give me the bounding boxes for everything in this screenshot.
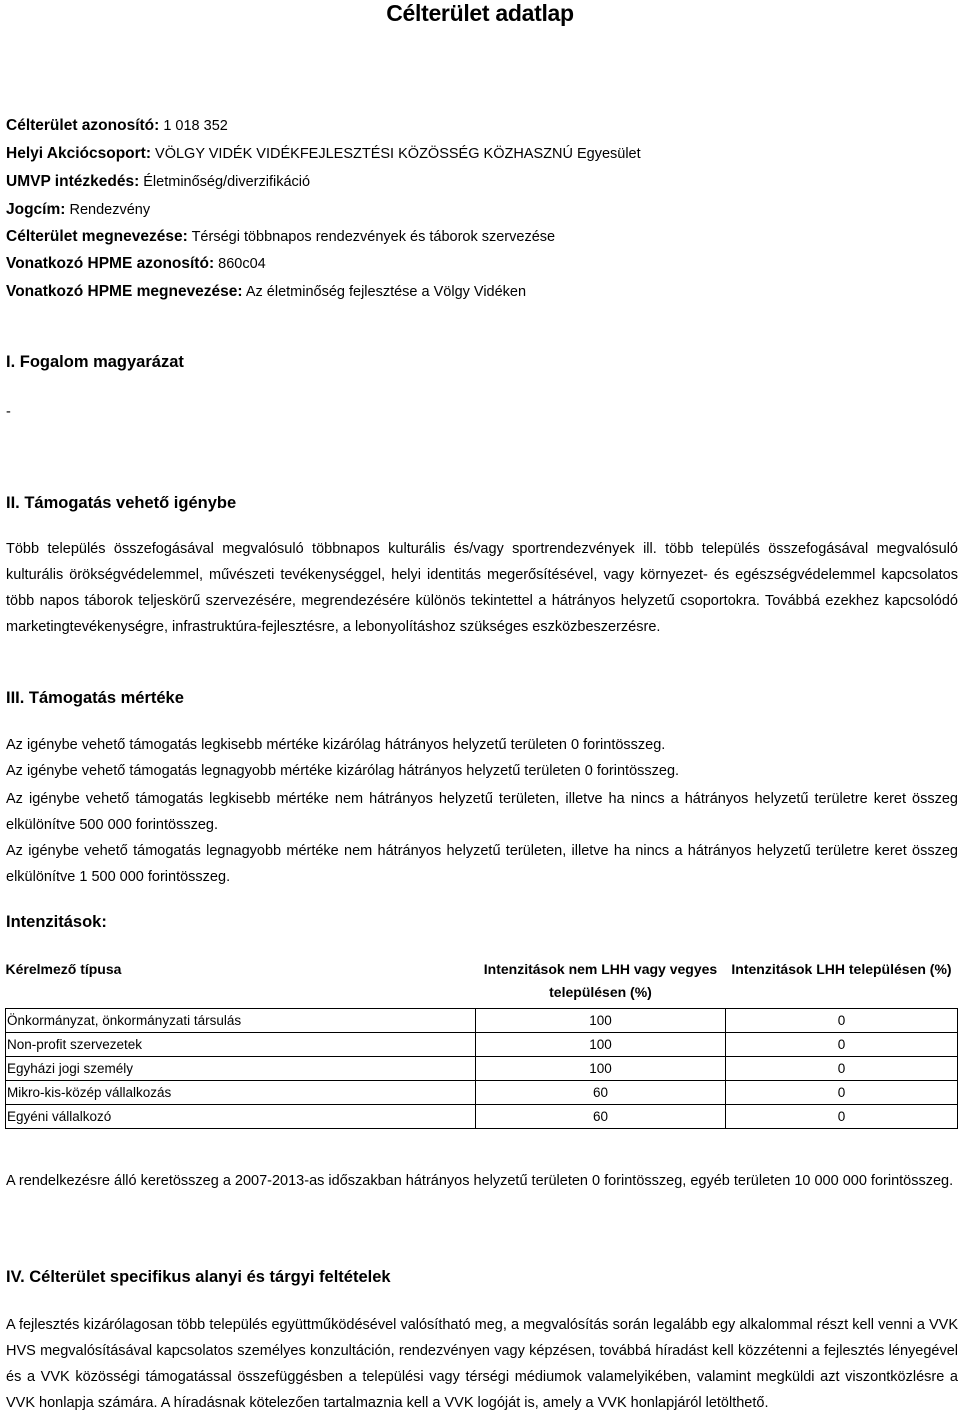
meta-azonosito [6, 117, 228, 135]
page-title: Célterület adatlap [386, 0, 574, 26]
meta-jogcim [6, 201, 150, 219]
umvp-value: Életminőség/diverzifikáció [143, 174, 311, 190]
table-row [6, 1105, 958, 1129]
meta-hpme-azonosito [6, 255, 266, 273]
lhh-value: 0 [726, 1081, 958, 1105]
non-lhh-value: 60 [476, 1105, 726, 1129]
table-row [6, 1009, 958, 1033]
akcio-label: Helyi Akciócsoport: [6, 145, 151, 162]
intensities-table [5, 958, 958, 1129]
lhh-value: 0 [726, 1105, 958, 1129]
col-applicant-type: Kérelmező típusa [6, 958, 476, 1009]
intensities-header-row [6, 958, 958, 1009]
support-max-non-lhh: Az igénybe vehető támogatás legnagyobb mértéke nem hátrányos helyzetű területen, illetve ha nincs a hátrányos helyzetű területre keret összeg elkülönítve 1 500 000 forintösszeg. [6, 843, 958, 885]
megnev-value: Térségi többnapos rendezvények és táborok szervezése [191, 229, 556, 245]
jogcim-value: Rendezvény [69, 202, 151, 218]
section-2-heading: II. Támogatás vehető igénybe [6, 494, 237, 512]
non-lhh-value: 100 [476, 1009, 726, 1033]
meta-megnevezes [6, 228, 555, 246]
azonosito-label: Célterület azonosító: [6, 117, 160, 134]
applicant-type: Egyéni vállalkozó [6, 1105, 476, 1129]
section-1-body: - [6, 404, 11, 420]
hpme-megnev-label: Vonatkozó HPME megnevezése: [6, 283, 243, 300]
umvp-label: UMVP intézkedés: [6, 173, 140, 190]
meta-hpme-megnevezes [6, 283, 526, 301]
support-max-lhh: Az igénybe vehető támogatás legnagyobb mértéke kizárólag hátrányos helyzetű területen 0 forintösszeg. [6, 763, 680, 779]
applicant-type: Non-profit szervezetek [6, 1033, 476, 1057]
section-3-heading: III. Támogatás mértéke [6, 689, 184, 707]
azonosito-value: 1 018 352 [163, 118, 228, 134]
col-lhh: Intenzitások LHH településen (%) [726, 958, 958, 1009]
table-row [6, 1081, 958, 1105]
lhh-value: 0 [726, 1009, 958, 1033]
applicant-type: Egyházi jogi személy [6, 1057, 476, 1081]
hpme-megnev-value: Az életminőség fejlesztése a Völgy Vidéken [245, 284, 527, 300]
section-4-heading: IV. Célterület specifikus alanyi és tárgyi feltételek [6, 1268, 391, 1286]
section-4-body: A fejlesztés kizárólagosan több település együttműködésével valósítható meg, a megvalósítás során legalább egy alkalommal részt kell venni a VVK HVS megvalósításával kapcsolatos személyes konzultáción, rendezvényen vagy képzésen, továbbá híradást kell közzétenni a fejlesztés lényegével és a VVK közösségi támogatással összefüggésben a települési vagy térségi médiumok valamelyikében, valamint megküldi azt viszontközlésre a VVK honlapja számára. A híradásnak kötelezően tartalmaznia kell a VVK logóját is, amely a VVK honlapjáról letölthető. [6, 1317, 958, 1411]
jogcim-label: Jogcím: [6, 201, 66, 218]
support-min-non-lhh: Az igénybe vehető támogatás legkisebb mértéke nem hátrányos helyzetű területen, illetve ha nincs a hátrányos helyzetű területre keret összeg elkülönítve 500 000 forintösszeg. [6, 791, 958, 833]
applicant-type: Mikro-kis-közép vállalkozás [6, 1081, 476, 1105]
megnev-label: Célterület megnevezése: [6, 228, 188, 245]
non-lhh-value: 100 [476, 1033, 726, 1057]
akcio-value: VÖLGY VIDÉK VIDÉKFEJLESZTÉSI KÖZÖSSÉG KÖZHASZNÚ Egyesület [155, 146, 641, 162]
section-2-body: Több település összefogásával megvalósuló többnapos kulturális és/vagy sportrendezvények ill. több település összefogásával megvalósuló kulturális örökségvédelemmel, művészeti tevékenységgel, helyi identitás megerősítésével, vagy környezet- és egészségvédelemmel kapcsolatos több napos táborok teljeskörű szervezésére, megrendezésére különös tekintettel a hátrányos helyzetű csoportokra. Továbbá ezekhez kapcsolódó marketingtevékenységre, infrastruktúra-fejlesztésre, a lebonyolításhoz szükséges eszközbeszerzésre. [6, 541, 958, 635]
support-min-lhh: Az igénybe vehető támogatás legkisebb mértéke kizárólag hátrányos helyzetű területen 0 forintösszeg. [6, 737, 666, 753]
applicant-type: Önkormányzat, önkormányzati társulás [6, 1009, 476, 1033]
budget-paragraph: A rendelkezésre álló keretösszeg a 2007-2013-as időszakban hátrányos helyzetű területen 0 forintösszeg, egyéb területen 10 000 000 forintösszeg. [6, 1173, 954, 1189]
section-1-heading: I. Fogalom magyarázat [6, 353, 184, 371]
hpme-az-value: 860c04 [218, 256, 266, 272]
col-non-lhh: Intenzitások nem LHH vagy vegyes településen (%) [476, 958, 726, 1009]
lhh-value: 0 [726, 1033, 958, 1057]
lhh-value: 0 [726, 1057, 958, 1081]
meta-umvp [6, 173, 310, 191]
table-row [6, 1057, 958, 1081]
table-row [6, 1033, 958, 1057]
non-lhh-value: 100 [476, 1057, 726, 1081]
hpme-az-label: Vonatkozó HPME azonosító: [6, 255, 215, 272]
intensities-heading: Intenzitások: [6, 913, 107, 931]
meta-akciocsoport [6, 145, 641, 163]
non-lhh-value: 60 [476, 1081, 726, 1105]
